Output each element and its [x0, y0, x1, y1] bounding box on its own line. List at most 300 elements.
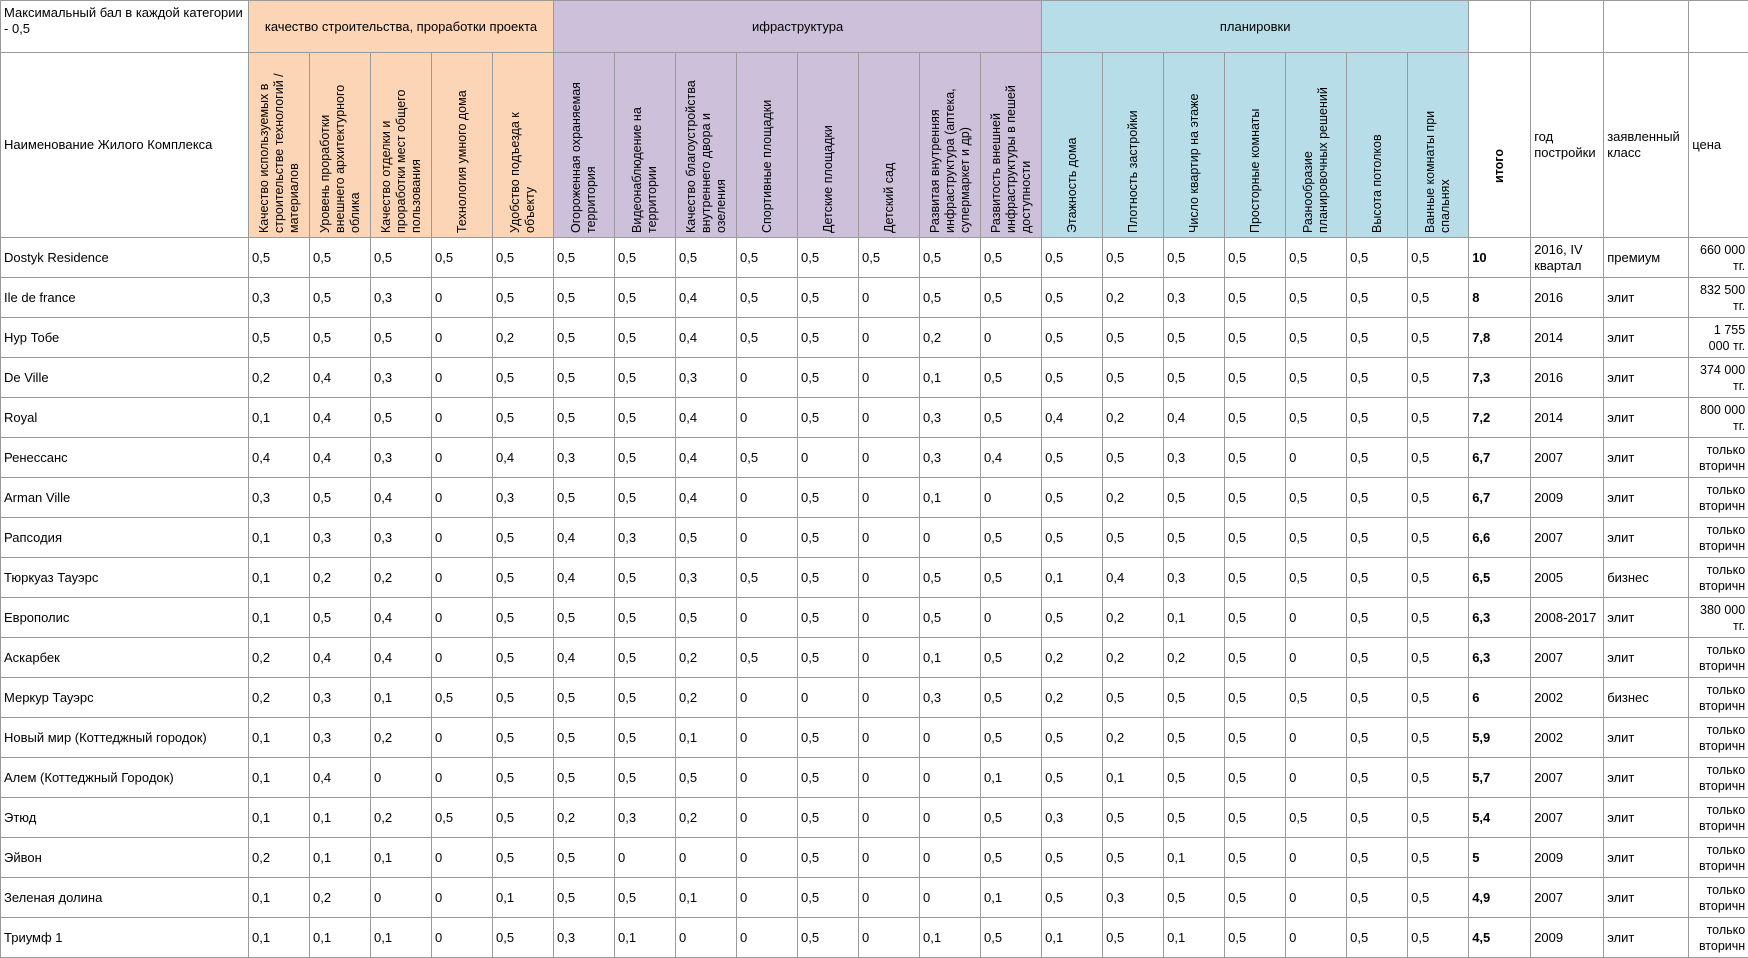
score-cell: 0: [859, 558, 920, 598]
criterion-header-label: Просторные комнаты: [1248, 65, 1263, 233]
score-cell: 0,5: [1347, 638, 1408, 678]
score-cell: 0,4: [676, 398, 737, 438]
score-cell: 0,5: [615, 878, 676, 918]
year-cell: 2009: [1531, 478, 1604, 518]
criterion-header: [371, 53, 432, 238]
year-cell: 2005: [1531, 558, 1604, 598]
score-cell: 0,5: [493, 518, 554, 558]
score-cell: 0,4: [554, 638, 615, 678]
table-row: [1, 798, 1748, 838]
score-cell: 0,5: [1042, 838, 1103, 878]
score-cell: 0,5: [1408, 358, 1469, 398]
year-cell: 2007: [1531, 758, 1604, 798]
score-cell: 0,2: [249, 358, 310, 398]
price-cell: только вторичн: [1689, 678, 1748, 718]
score-cell: 0,5: [1408, 918, 1469, 958]
score-cell: 0: [432, 598, 493, 638]
criterion-header-label: Технология умного дома: [455, 65, 470, 233]
price-cell: 800 000 тг.: [1689, 398, 1748, 438]
year-cell: 2007: [1531, 438, 1604, 478]
score-cell: 0,5: [1408, 518, 1469, 558]
score-cell: 0,5: [1164, 358, 1225, 398]
score-cell: 0,1: [920, 638, 981, 678]
score-cell: 0: [676, 838, 737, 878]
score-cell: 0,5: [1164, 798, 1225, 838]
score-cell: 0,2: [1042, 678, 1103, 718]
score-cell: 0,5: [1164, 718, 1225, 758]
score-cell: 0,2: [310, 878, 371, 918]
criterion-header: [798, 53, 859, 238]
score-cell: 0: [920, 758, 981, 798]
score-cell: 0,5: [920, 598, 981, 638]
class-cell: элит: [1604, 638, 1689, 678]
total-cell: 8: [1469, 278, 1531, 318]
score-cell: 0,1: [371, 918, 432, 958]
score-cell: 0: [432, 438, 493, 478]
table-row: [1, 718, 1748, 758]
score-cell: 0,5: [1042, 358, 1103, 398]
score-cell: 0,5: [1408, 318, 1469, 358]
score-cell: 0,1: [249, 558, 310, 598]
score-cell: 0,5: [1103, 918, 1164, 958]
score-cell: 0: [859, 638, 920, 678]
empty-class-group-cell: [1604, 1, 1689, 53]
table-row: [1, 438, 1748, 478]
score-cell: 0,5: [1408, 238, 1469, 278]
score-cell: 0,2: [554, 798, 615, 838]
group-header-row: [1, 1, 1748, 53]
score-cell: 0: [859, 678, 920, 718]
score-cell: 0,5: [493, 398, 554, 438]
score-cell: 0,5: [798, 398, 859, 438]
score-cell: 0: [615, 838, 676, 878]
criterion-header: [920, 53, 981, 238]
score-cell: 0,5: [1408, 678, 1469, 718]
score-cell: 0,5: [310, 278, 371, 318]
score-cell: 0,1: [371, 838, 432, 878]
score-cell: 0,5: [1408, 278, 1469, 318]
year-cell: 2007: [1531, 798, 1604, 838]
total-cell: 5,4: [1469, 798, 1531, 838]
complex-name-cell: Триумф 1: [1, 918, 249, 958]
score-cell: 0,5: [615, 438, 676, 478]
score-cell: 0,5: [1225, 758, 1286, 798]
score-cell: 0: [1286, 918, 1347, 958]
score-cell: 0,5: [310, 478, 371, 518]
score-cell: 0,2: [1103, 718, 1164, 758]
score-cell: 0,3: [371, 518, 432, 558]
complex-name-cell: Нур Тобе: [1, 318, 249, 358]
class-cell: элит: [1604, 398, 1689, 438]
score-cell: 0,3: [676, 358, 737, 398]
score-cell: 0: [737, 918, 798, 958]
score-cell: 0,5: [981, 358, 1042, 398]
score-cell: 0,5: [981, 238, 1042, 278]
table-row: [1, 598, 1748, 638]
score-cell: 0,5: [1286, 798, 1347, 838]
score-cell: 0,3: [1103, 878, 1164, 918]
score-cell: 0,2: [1103, 638, 1164, 678]
score-cell: 0,1: [249, 598, 310, 638]
score-cell: 0: [371, 758, 432, 798]
score-cell: 0,2: [1042, 638, 1103, 678]
score-cell: 0: [676, 918, 737, 958]
class-cell: элит: [1604, 878, 1689, 918]
total-cell: 6,3: [1469, 598, 1531, 638]
score-cell: 0: [432, 358, 493, 398]
criterion-header-label: Огороженная охраняемая территория: [569, 65, 599, 233]
score-cell: 0,5: [981, 678, 1042, 718]
score-cell: 0,5: [1408, 558, 1469, 598]
score-cell: 0,5: [1164, 518, 1225, 558]
score-cell: 0,4: [676, 478, 737, 518]
score-cell: 0,5: [1225, 678, 1286, 718]
criterion-header: [310, 53, 371, 238]
score-cell: 0: [737, 838, 798, 878]
score-cell: 0,5: [798, 918, 859, 958]
score-cell: 0,4: [310, 398, 371, 438]
score-cell: 0,5: [493, 678, 554, 718]
score-cell: 0,3: [310, 678, 371, 718]
criterion-header-label: Этажность дома: [1065, 65, 1080, 233]
class-cell: бизнес: [1604, 678, 1689, 718]
complex-name-cell: Ile de france: [1, 278, 249, 318]
score-cell: 0: [737, 718, 798, 758]
price-cell: только вторичн: [1689, 478, 1748, 518]
class-cell: элит: [1604, 798, 1689, 838]
year-cell: 2014: [1531, 318, 1604, 358]
score-cell: 0: [1286, 838, 1347, 878]
score-cell: 0,5: [676, 598, 737, 638]
score-cell: 0,2: [371, 558, 432, 598]
score-cell: 0,4: [371, 478, 432, 518]
score-cell: 0,5: [1347, 878, 1408, 918]
criterion-header-label: Качество используемых в строительстве технологий / материалов: [257, 65, 302, 233]
score-cell: 0,2: [249, 678, 310, 718]
score-cell: 0,5: [1225, 238, 1286, 278]
score-cell: 0,5: [615, 638, 676, 678]
score-cell: 0,5: [1347, 718, 1408, 758]
score-cell: 0,2: [676, 798, 737, 838]
score-cell: 0,3: [249, 478, 310, 518]
complex-name-cell: Аскарбек: [1, 638, 249, 678]
score-cell: 0,5: [798, 798, 859, 838]
score-cell: 0,1: [920, 918, 981, 958]
class-header: заявленный класс: [1604, 53, 1689, 238]
score-cell: 0,5: [981, 638, 1042, 678]
score-cell: 0,4: [554, 518, 615, 558]
price-cell: только вторичн: [1689, 758, 1748, 798]
total-header: [1469, 53, 1531, 238]
score-cell: 0: [432, 478, 493, 518]
score-cell: 0: [859, 478, 920, 518]
total-cell: 6,6: [1469, 518, 1531, 558]
score-cell: 0,5: [1225, 518, 1286, 558]
score-cell: 0,5: [554, 878, 615, 918]
score-cell: 0,4: [1042, 398, 1103, 438]
score-cell: 0,1: [249, 918, 310, 958]
score-cell: 0: [859, 758, 920, 798]
score-cell: 0,5: [1347, 478, 1408, 518]
price-cell: только вторичн: [1689, 838, 1748, 878]
score-cell: 0,1: [249, 518, 310, 558]
score-cell: 0: [981, 318, 1042, 358]
empty-year-group-cell: [1531, 1, 1604, 53]
score-cell: 0,3: [371, 438, 432, 478]
score-cell: 0: [859, 598, 920, 638]
score-cell: 0,5: [1225, 878, 1286, 918]
class-cell: элит: [1604, 518, 1689, 558]
score-cell: 0: [432, 918, 493, 958]
criterion-header: [1103, 53, 1164, 238]
score-cell: 0,5: [1042, 598, 1103, 638]
score-cell: 0,3: [310, 718, 371, 758]
score-cell: 0,4: [310, 638, 371, 678]
score-cell: 0,3: [1164, 558, 1225, 598]
year-header: год постройки: [1531, 53, 1604, 238]
score-cell: 0,2: [1103, 398, 1164, 438]
price-cell: только вторичн: [1689, 918, 1748, 958]
score-cell: 0,5: [1347, 678, 1408, 718]
empty-total-group-cell: [1469, 1, 1531, 53]
score-cell: 0,3: [554, 438, 615, 478]
score-cell: 0,1: [249, 718, 310, 758]
score-cell: 0,4: [310, 758, 371, 798]
criterion-header-label: Развитая внутренняя инфраструктура (аптека, супермаркет и др): [928, 65, 973, 233]
score-cell: 0,5: [798, 638, 859, 678]
score-cell: 0,1: [249, 758, 310, 798]
score-cell: 0,5: [798, 358, 859, 398]
table-row: [1, 758, 1748, 798]
score-cell: 0: [432, 638, 493, 678]
score-cell: 0: [859, 798, 920, 838]
score-cell: 0,5: [1347, 438, 1408, 478]
score-cell: 0,3: [615, 518, 676, 558]
score-cell: 0,5: [1225, 438, 1286, 478]
score-cell: 0: [859, 878, 920, 918]
score-cell: 0,5: [493, 598, 554, 638]
complex-name-cell: De Ville: [1, 358, 249, 398]
score-cell: 0,5: [493, 278, 554, 318]
score-cell: 0,3: [249, 278, 310, 318]
score-cell: 0,5: [554, 358, 615, 398]
score-cell: 0,5: [371, 238, 432, 278]
score-cell: 0,5: [1286, 398, 1347, 438]
score-cell: 0,4: [310, 438, 371, 478]
score-cell: 0,5: [554, 598, 615, 638]
score-cell: 0: [798, 438, 859, 478]
criterion-header-label: Видеонаблюдение на территории: [630, 65, 660, 233]
score-cell: 0,5: [554, 758, 615, 798]
score-cell: 0: [1286, 758, 1347, 798]
year-cell: 2007: [1531, 518, 1604, 558]
complex-name-cell: Royal: [1, 398, 249, 438]
score-cell: 0,5: [615, 718, 676, 758]
score-cell: 0: [737, 398, 798, 438]
score-cell: 0,5: [920, 238, 981, 278]
price-cell: только вторичн: [1689, 558, 1748, 598]
total-cell: 4,9: [1469, 878, 1531, 918]
score-cell: 0,5: [1286, 278, 1347, 318]
score-cell: 0: [981, 478, 1042, 518]
score-cell: 0,5: [1347, 558, 1408, 598]
score-cell: 0,5: [1286, 518, 1347, 558]
score-cell: 0,5: [615, 238, 676, 278]
score-cell: 0,1: [249, 398, 310, 438]
score-cell: 0,1: [1103, 758, 1164, 798]
table-row: [1, 318, 1748, 358]
score-cell: 0: [859, 918, 920, 958]
score-cell: 0: [371, 878, 432, 918]
score-cell: 0,5: [859, 238, 920, 278]
score-cell: 0,3: [1164, 278, 1225, 318]
score-cell: 0,5: [1042, 238, 1103, 278]
score-cell: 0,3: [676, 558, 737, 598]
score-cell: 0,1: [310, 838, 371, 878]
score-cell: 0,5: [798, 878, 859, 918]
score-cell: 0: [737, 678, 798, 718]
criterion-header-label: Качество отделки и проработки мест общего пользования: [379, 65, 424, 233]
price-cell: 380 000 тг.: [1689, 598, 1748, 638]
score-cell: 0,3: [493, 478, 554, 518]
price-header: цена: [1689, 53, 1748, 238]
score-cell: 0,5: [737, 318, 798, 358]
score-cell: 0,1: [493, 878, 554, 918]
score-cell: 0,2: [249, 838, 310, 878]
score-cell: 0: [432, 758, 493, 798]
score-cell: 0: [1286, 598, 1347, 638]
score-cell: 0,5: [981, 398, 1042, 438]
score-cell: 0,5: [1042, 758, 1103, 798]
score-cell: 0,4: [554, 558, 615, 598]
group-planning-header: планировки: [1042, 1, 1469, 53]
score-cell: 0,5: [798, 758, 859, 798]
score-cell: 0,5: [1042, 318, 1103, 358]
group-quality-header: качество строительства, проработки проекта: [249, 1, 554, 53]
table-row: [1, 398, 1748, 438]
score-cell: 0,5: [1225, 838, 1286, 878]
score-cell: 0,5: [554, 318, 615, 358]
score-cell: 0: [737, 518, 798, 558]
total-cell: 5,7: [1469, 758, 1531, 798]
complex-name-cell: Arman Ville: [1, 478, 249, 518]
score-cell: 0,5: [554, 478, 615, 518]
score-cell: 0: [737, 798, 798, 838]
score-cell: 0,1: [920, 358, 981, 398]
score-cell: 0,4: [493, 438, 554, 478]
score-cell: 0,5: [432, 798, 493, 838]
score-cell: 0,1: [310, 798, 371, 838]
score-cell: 0,5: [493, 238, 554, 278]
score-cell: 0: [1286, 718, 1347, 758]
score-cell: 0,5: [1042, 518, 1103, 558]
score-cell: 0: [432, 718, 493, 758]
score-cell: 0,5: [1347, 918, 1408, 958]
price-cell: 660 000 тг.: [1689, 238, 1748, 278]
year-cell: 2002: [1531, 718, 1604, 758]
score-cell: 0,5: [1408, 598, 1469, 638]
score-cell: 0,5: [1164, 678, 1225, 718]
price-cell: только вторичн: [1689, 438, 1748, 478]
score-cell: 0,3: [371, 278, 432, 318]
score-cell: 0,5: [737, 438, 798, 478]
class-cell: элит: [1604, 758, 1689, 798]
score-cell: 0,5: [310, 238, 371, 278]
score-cell: 0,5: [981, 798, 1042, 838]
score-cell: 0,5: [676, 758, 737, 798]
score-cell: 0,5: [1408, 398, 1469, 438]
group-infrastructure-header: ифраструктура: [554, 1, 1042, 53]
table-row: [1, 478, 1748, 518]
score-cell: 0: [737, 758, 798, 798]
score-cell: 0: [737, 478, 798, 518]
score-cell: 0,5: [249, 318, 310, 358]
score-cell: 0,2: [1103, 278, 1164, 318]
score-cell: 0,3: [371, 358, 432, 398]
score-cell: 0,5: [1347, 798, 1408, 838]
score-cell: 0,5: [1103, 238, 1164, 278]
score-cell: 0,4: [1164, 398, 1225, 438]
score-cell: 0: [432, 278, 493, 318]
score-cell: 0,5: [1103, 798, 1164, 838]
score-cell: 0,5: [1225, 478, 1286, 518]
total-cell: 6,7: [1469, 438, 1531, 478]
total-cell: 5,9: [1469, 718, 1531, 758]
score-cell: 0: [798, 678, 859, 718]
score-cell: 0,4: [371, 638, 432, 678]
table-row: [1, 518, 1748, 558]
score-cell: 0,1: [676, 878, 737, 918]
score-cell: 0,5: [1347, 758, 1408, 798]
score-cell: 0,2: [310, 558, 371, 598]
score-cell: 0,5: [1347, 838, 1408, 878]
score-cell: 0,4: [981, 438, 1042, 478]
score-cell: 0,5: [493, 838, 554, 878]
score-cell: 0,5: [737, 278, 798, 318]
price-cell: 832 500 тг.: [1689, 278, 1748, 318]
score-cell: 0,2: [1103, 598, 1164, 638]
complex-name-cell: Зеленая долина: [1, 878, 249, 918]
score-cell: 0,1: [1164, 918, 1225, 958]
criterion-header: [615, 53, 676, 238]
score-cell: 0,5: [249, 238, 310, 278]
score-cell: 0: [981, 598, 1042, 638]
total-cell: 7,8: [1469, 318, 1531, 358]
table-row: [1, 918, 1748, 958]
score-cell: 0,1: [249, 798, 310, 838]
score-cell: 0: [859, 438, 920, 478]
score-cell: 0,5: [1408, 838, 1469, 878]
class-cell: элит: [1604, 318, 1689, 358]
total-cell: 7,3: [1469, 358, 1531, 398]
score-cell: 0,5: [981, 558, 1042, 598]
score-cell: 0,1: [310, 918, 371, 958]
score-cell: 0,5: [676, 238, 737, 278]
score-cell: 0,5: [1347, 518, 1408, 558]
class-cell: премиум: [1604, 238, 1689, 278]
score-cell: 0,2: [371, 798, 432, 838]
score-cell: 0,3: [554, 918, 615, 958]
criterion-header-label: Развитость внешней инфраструктуры в пешей доступности: [989, 65, 1034, 233]
score-cell: 0: [737, 358, 798, 398]
criterion-header: [1286, 53, 1347, 238]
criterion-header: [1042, 53, 1103, 238]
complex-name-cell: Европолис: [1, 598, 249, 638]
criterion-header: [859, 53, 920, 238]
max-score-note: Максимальный бал в каждой категории - 0,5: [1, 1, 249, 53]
score-cell: 0,5: [371, 398, 432, 438]
score-cell: 0,3: [310, 518, 371, 558]
